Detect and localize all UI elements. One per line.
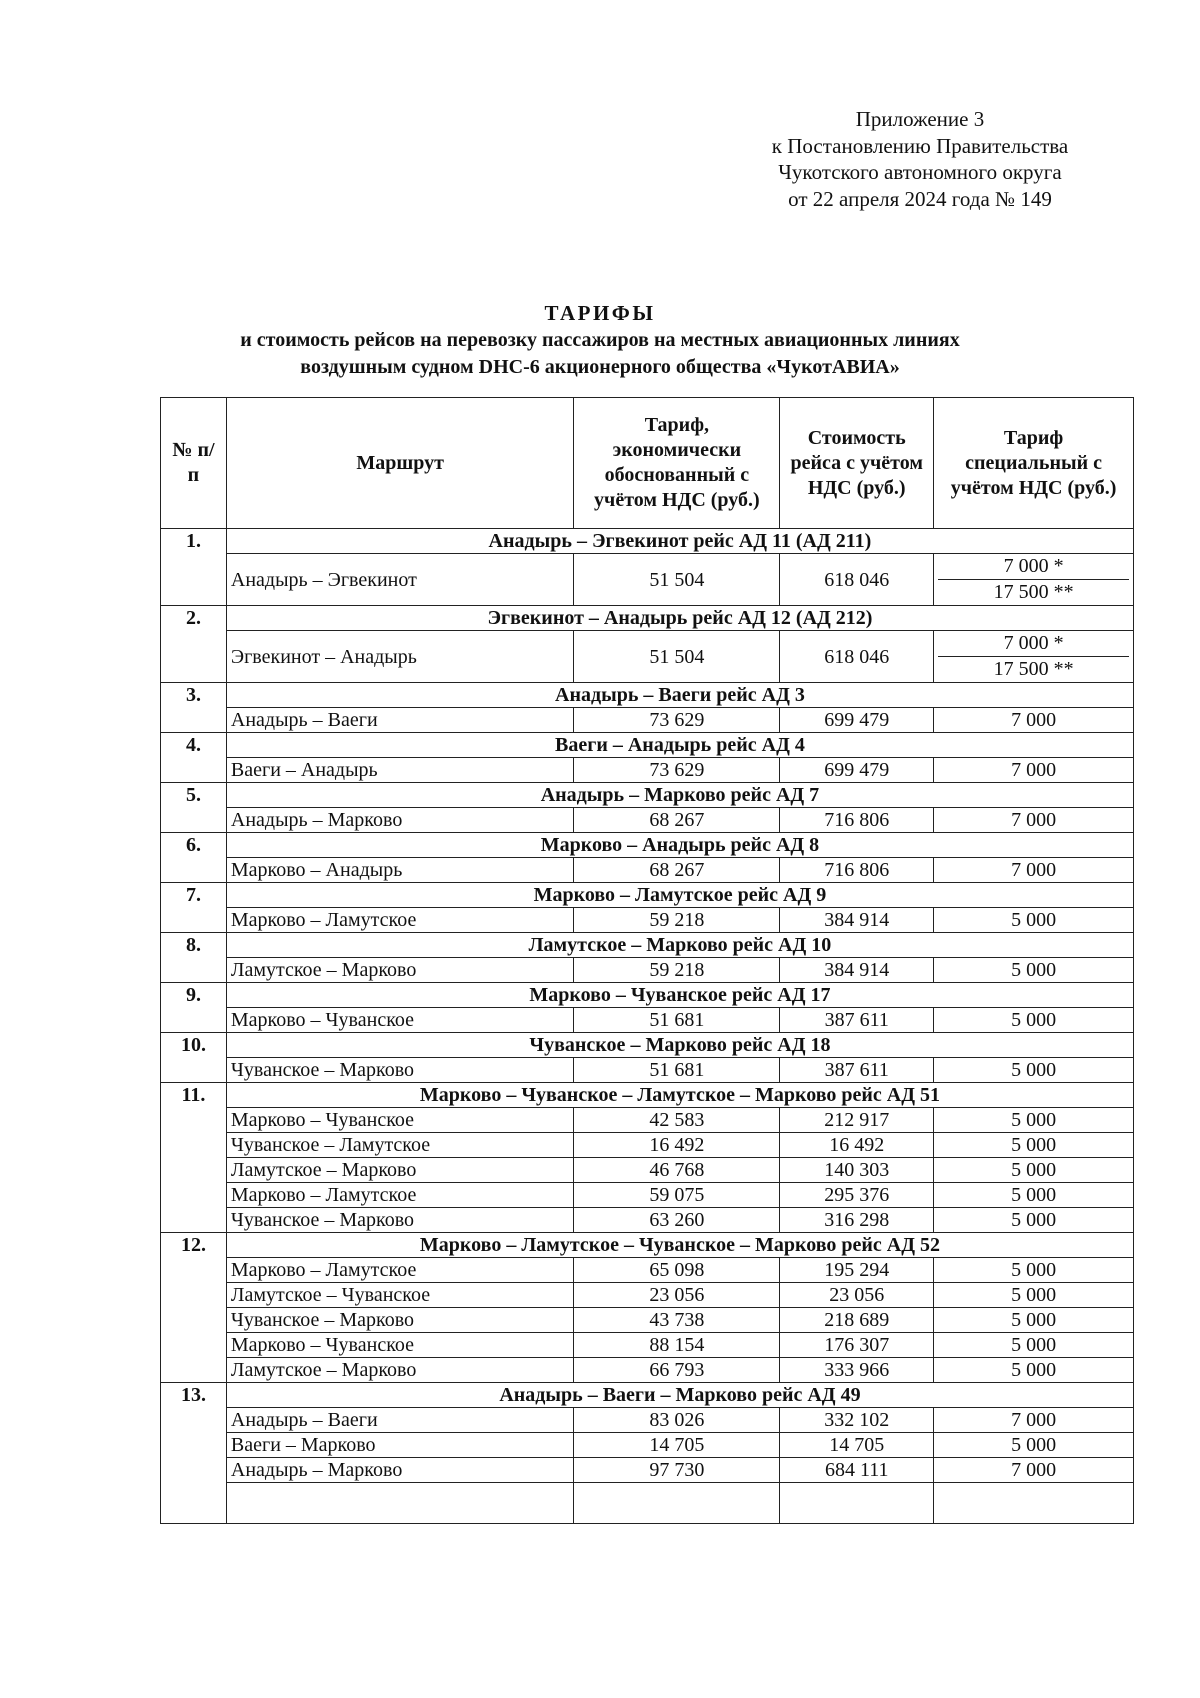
special-tariff-cell: 7 000 (934, 1458, 1134, 1483)
cost-cell: 618 046 (780, 631, 934, 683)
flight-row (161, 683, 1134, 708)
flight-row (161, 1233, 1134, 1258)
cost-cell: 387 611 (780, 1058, 934, 1083)
special-tariff-value: 7 000 * (938, 631, 1129, 657)
appendix-line: от 22 апреля 2024 года № 149 (788, 186, 1052, 211)
tariff-cell: 59 218 (574, 908, 780, 933)
row-number: 8. (161, 933, 227, 983)
cost-cell: 716 806 (780, 808, 934, 833)
flight-title: Анадырь – Ваеги – Марково рейс АД 49 (226, 1383, 1133, 1408)
flight-title: Марково – Чуванское – Ламутское – Марково рейс АД 51 (226, 1083, 1133, 1108)
table-row (161, 1183, 1134, 1208)
special-tariff-cell: 7 000 (934, 758, 1134, 783)
tariff-cell: 46 768 (574, 1158, 780, 1183)
table-row (161, 554, 1134, 606)
table-row (161, 1008, 1134, 1033)
flight-row (161, 1083, 1134, 1108)
row-number: 3. (161, 683, 227, 733)
route-cell: Чуванское – Марково (226, 1308, 574, 1333)
route-cell: Чуванское – Ламутское (226, 1133, 574, 1158)
document-title (150, 300, 1050, 381)
special-tariff-cell: 5 000 (934, 1283, 1134, 1308)
cost-cell: 195 294 (780, 1258, 934, 1283)
title-subtitle: и стоимость рейсов на перевозку пассажиров на местных авиационных линиях (240, 329, 960, 351)
special-tariff-cell: 5 000 (934, 1358, 1134, 1383)
special-tariff-cell: 5 000 (934, 1058, 1134, 1083)
special-tariff-cell: 5 000 (934, 1158, 1134, 1183)
tariff-cell: 51 504 (574, 554, 780, 606)
flight-row (161, 883, 1134, 908)
flight-title: Марково – Чуванское рейс АД 17 (226, 983, 1133, 1008)
flight-title: Марково – Анадырь рейс АД 8 (226, 833, 1133, 858)
special-tariff-cell: 7 000 (934, 708, 1134, 733)
row-number: 13. (161, 1383, 227, 1524)
flight-row (161, 733, 1134, 758)
flight-title: Анадырь – Марково рейс АД 7 (226, 783, 1133, 808)
route-cell: Марково – Чуванское (226, 1333, 574, 1358)
table-row (161, 1408, 1134, 1433)
tariff-cell: 63 260 (574, 1208, 780, 1233)
row-number: 2. (161, 606, 227, 683)
tariff-cell: 97 730 (574, 1458, 780, 1483)
cost-cell: 384 914 (780, 908, 934, 933)
flight-row (161, 833, 1134, 858)
route-cell: Марково – Анадырь (226, 858, 574, 883)
flight-title: Ламутское – Марково рейс АД 10 (226, 933, 1133, 958)
route-cell: Анадырь – Ваеги (226, 708, 574, 733)
title-main: ТАРИФЫ (544, 301, 656, 325)
flight-row (161, 1033, 1134, 1058)
table-row (161, 708, 1134, 733)
special-tariff-cell: 7 000 (934, 858, 1134, 883)
tariff-cell: 59 218 (574, 958, 780, 983)
tariff-cell: 59 075 (574, 1183, 780, 1208)
empty-cell (574, 1483, 780, 1524)
table-row (161, 1258, 1134, 1283)
flight-title: Анадырь – Ваеги рейс АД 3 (226, 683, 1133, 708)
route-cell: Анадырь – Ваеги (226, 1408, 574, 1433)
route-cell: Марково – Ламутское (226, 1183, 574, 1208)
row-number: 6. (161, 833, 227, 883)
route-cell: Ламутское – Марково (226, 1158, 574, 1183)
table-header-row (161, 398, 1134, 529)
title-subtitle: воздушным судном DHC-6 акционерного общества «ЧукотАВИА» (300, 356, 900, 378)
route-cell: Анадырь – Марково (226, 1458, 574, 1483)
tariff-cell: 88 154 (574, 1333, 780, 1358)
special-tariff-cell: 5 000 (934, 908, 1134, 933)
special-tariff-cell: 5 000 (934, 1433, 1134, 1458)
tariff-cell: 16 492 (574, 1133, 780, 1158)
cost-cell: 140 303 (780, 1158, 934, 1183)
special-tariff-cell (934, 554, 1134, 606)
special-tariff-cell: 5 000 (934, 1208, 1134, 1233)
special-tariff-cell: 5 000 (934, 1008, 1134, 1033)
tariff-cell: 68 267 (574, 808, 780, 833)
special-tariff-cell: 5 000 (934, 1183, 1134, 1208)
cost-cell: 218 689 (780, 1308, 934, 1333)
table-row (161, 1208, 1134, 1233)
route-cell: Ламутское – Чуванское (226, 1283, 574, 1308)
cost-cell: 23 056 (780, 1283, 934, 1308)
cost-cell: 333 966 (780, 1358, 934, 1383)
cost-cell: 699 479 (780, 708, 934, 733)
cost-cell: 387 611 (780, 1008, 934, 1033)
tariff-cell: 68 267 (574, 858, 780, 883)
special-tariff-cell: 5 000 (934, 1258, 1134, 1283)
row-number: 7. (161, 883, 227, 933)
empty-cell (780, 1483, 934, 1524)
flight-title: Эгвекинот – Анадырь рейс АД 12 (АД 212) (226, 606, 1133, 631)
tariff-cell: 42 583 (574, 1108, 780, 1133)
flight-row (161, 606, 1134, 631)
cost-cell: 684 111 (780, 1458, 934, 1483)
cost-cell: 295 376 (780, 1183, 934, 1208)
header-num: № п/п (161, 398, 227, 529)
route-cell: Анадырь – Эгвекинот (226, 554, 574, 606)
route-cell: Ламутское – Марково (226, 958, 574, 983)
table-row (161, 1333, 1134, 1358)
row-number: 9. (161, 983, 227, 1033)
cost-cell: 699 479 (780, 758, 934, 783)
appendix-header (700, 106, 1140, 212)
flight-row (161, 983, 1134, 1008)
cost-cell: 316 298 (780, 1208, 934, 1233)
special-tariff-cell: 5 000 (934, 958, 1134, 983)
tariff-cell: 73 629 (574, 758, 780, 783)
header-route: Маршрут (226, 398, 574, 529)
tariff-cell: 14 705 (574, 1433, 780, 1458)
cost-cell: 14 705 (780, 1433, 934, 1458)
flight-row (161, 529, 1134, 554)
special-tariff-cell: 7 000 (934, 808, 1134, 833)
table-row (161, 1283, 1134, 1308)
flight-row (161, 1383, 1134, 1408)
special-tariff-cell: 7 000 (934, 1408, 1134, 1433)
table-row (161, 908, 1134, 933)
route-cell: Чуванское – Марково (226, 1058, 574, 1083)
table-row (161, 1433, 1134, 1458)
row-number: 1. (161, 529, 227, 606)
table-row-empty (161, 1483, 1134, 1524)
special-tariff-cell: 5 000 (934, 1108, 1134, 1133)
table-row (161, 1358, 1134, 1383)
cost-cell: 618 046 (780, 554, 934, 606)
route-cell: Анадырь – Марково (226, 808, 574, 833)
route-cell: Ламутское – Марково (226, 1358, 574, 1383)
row-number: 12. (161, 1233, 227, 1383)
tariff-cell: 83 026 (574, 1408, 780, 1433)
row-number: 5. (161, 783, 227, 833)
special-tariff-cell: 5 000 (934, 1308, 1134, 1333)
table-row (161, 958, 1134, 983)
header-tariff: Тариф, экономически обоснованный с учётом НДС (руб.) (574, 398, 780, 529)
special-tariff-cell: 5 000 (934, 1133, 1134, 1158)
tariff-cell: 51 681 (574, 1058, 780, 1083)
appendix-line: Приложение 3 (855, 107, 985, 131)
table-row (161, 1133, 1134, 1158)
tariff-cell: 51 504 (574, 631, 780, 683)
row-number: 10. (161, 1033, 227, 1083)
tariff-cell: 51 681 (574, 1008, 780, 1033)
table-row (161, 858, 1134, 883)
appendix-line: к Постановлению Правительства (771, 133, 1069, 158)
table-row (161, 631, 1134, 683)
cost-cell: 332 102 (780, 1408, 934, 1433)
special-tariff-cell (934, 631, 1134, 683)
flight-title: Чуванское – Марково рейс АД 18 (226, 1033, 1133, 1058)
cost-cell: 384 914 (780, 958, 934, 983)
special-tariff-cell: 5 000 (934, 1333, 1134, 1358)
special-tariff-value: 17 500 ** (993, 658, 1074, 680)
cost-cell: 16 492 (780, 1133, 934, 1158)
cost-cell: 176 307 (780, 1333, 934, 1358)
special-tariff-value: 17 500 ** (993, 581, 1074, 603)
row-number: 11. (161, 1083, 227, 1233)
route-cell: Марково – Чуванское (226, 1108, 574, 1133)
cost-cell: 212 917 (780, 1108, 934, 1133)
route-cell: Марково – Ламутское (226, 1258, 574, 1283)
flight-title: Марково – Ламутское – Чуванское – Марково рейс АД 52 (226, 1233, 1133, 1258)
table-body (161, 529, 1134, 1524)
route-cell: Марково – Чуванское (226, 1008, 574, 1033)
tariff-cell: 23 056 (574, 1283, 780, 1308)
route-cell: Марково – Ламутское (226, 908, 574, 933)
tariff-cell: 43 738 (574, 1308, 780, 1333)
tariff-cell: 73 629 (574, 708, 780, 733)
route-cell: Ваеги – Марково (226, 1433, 574, 1458)
special-tariff-value: 7 000 * (938, 554, 1129, 580)
row-number: 4. (161, 733, 227, 783)
table-row (161, 1158, 1134, 1183)
flight-title: Анадырь – Эгвекинот рейс АД 11 (АД 211) (226, 529, 1133, 554)
empty-cell (934, 1483, 1134, 1524)
tariff-cell: 66 793 (574, 1358, 780, 1383)
flight-title: Ваеги – Анадырь рейс АД 4 (226, 733, 1133, 758)
table-row (161, 758, 1134, 783)
flight-title: Марково – Ламутское рейс АД 9 (226, 883, 1133, 908)
empty-cell (226, 1483, 574, 1524)
table-row (161, 808, 1134, 833)
route-cell: Ваеги – Анадырь (226, 758, 574, 783)
route-cell: Эгвекинот – Анадырь (226, 631, 574, 683)
tariff-cell: 65 098 (574, 1258, 780, 1283)
cost-cell: 716 806 (780, 858, 934, 883)
route-cell: Чуванское – Марково (226, 1208, 574, 1233)
header-cost: Стоимость рейса с учётом НДС (руб.) (780, 398, 934, 529)
flight-row (161, 933, 1134, 958)
header-special: Тариф специальный с учётом НДС (руб.) (934, 398, 1134, 529)
table-row (161, 1308, 1134, 1333)
tariffs-table (160, 397, 1134, 1524)
table-row (161, 1458, 1134, 1483)
table-row (161, 1108, 1134, 1133)
table-row (161, 1058, 1134, 1083)
appendix-line: Чукотского автономного округа (778, 160, 1062, 184)
flight-row (161, 783, 1134, 808)
